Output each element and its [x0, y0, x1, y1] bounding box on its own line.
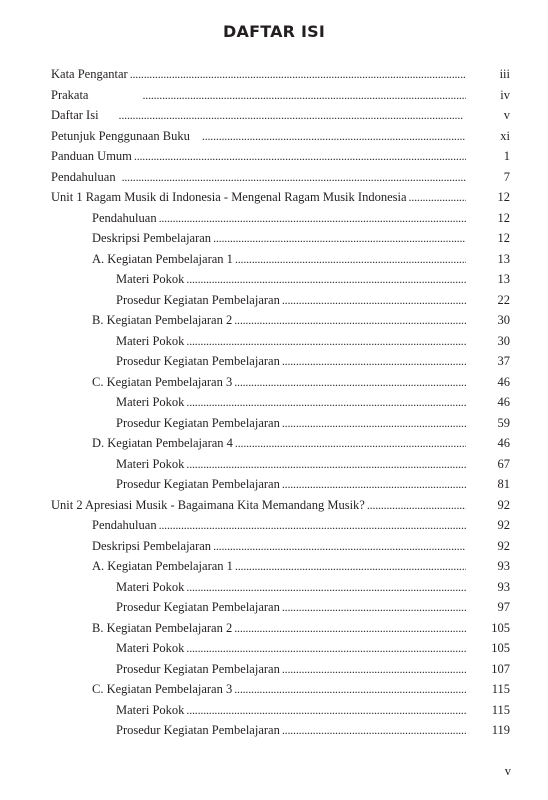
toc-entry-label: A. Kegiatan Pembelajaran 1 — [92, 251, 233, 266]
toc-entry-label: Materi Pokok — [116, 395, 185, 409]
dot-leader — [186, 392, 466, 412]
toc-entry-label: Deskripsi Pembelajaran — [92, 538, 212, 553]
dot-leader — [186, 331, 466, 351]
toc-entry-label: Pendahuluan — [92, 518, 157, 532]
toc-entry[interactable] — [92, 372, 470, 392]
toc-entry[interactable] — [116, 351, 470, 371]
toc-entry-label: Materi Pokok — [116, 333, 185, 348]
toc-entry-page: 97 — [497, 600, 510, 614]
toc-entry-label: Prosedur Kegiatan Pembelajaran — [116, 415, 280, 430]
toc-entry-page: 30 — [497, 333, 510, 348]
dot-leader — [367, 495, 466, 515]
dot-leader — [234, 679, 466, 699]
toc-entry-label: Petunjuk Penggunaan Buku — [51, 128, 190, 143]
toc-entry-page: 22 — [497, 292, 510, 307]
toc-entry[interactable] — [92, 515, 470, 535]
toc-entry-page: xi — [500, 128, 510, 143]
dot-leader — [282, 597, 466, 617]
toc-entry-label: C. Kegiatan Pembelajaran 3 — [92, 682, 233, 696]
page-number: v — [504, 764, 511, 778]
toc-entry-label: C. Kegiatan Pembelajaran 3 — [92, 374, 233, 389]
toc-entry-page: 105 — [491, 641, 510, 655]
toc-entry-page: 115 — [491, 682, 510, 696]
dot-leader — [186, 454, 466, 474]
dot-leader — [213, 228, 466, 248]
toc-entry-label: Prosedur Kegiatan Pembelajaran — [116, 661, 280, 676]
toc-entry[interactable] — [51, 167, 470, 187]
page-title: DAFTAR ISI — [223, 22, 325, 41]
toc-entry[interactable] — [116, 269, 470, 289]
toc-entry-page: iii — [499, 67, 510, 81]
toc-entry-page: 93 — [497, 579, 510, 594]
dot-leader — [282, 720, 466, 740]
toc-entry[interactable] — [92, 433, 470, 453]
toc-entry-label: Pendahuluan — [92, 210, 157, 225]
toc-entry-label: B. Kegiatan Pembelajaran 2 — [92, 620, 233, 635]
toc-entry-page: 81 — [497, 477, 510, 491]
toc-entry[interactable] — [51, 187, 470, 207]
toc-entry-page: 92 — [497, 538, 510, 553]
toc-entry-page: 13 — [497, 272, 510, 286]
toc-entry[interactable] — [116, 597, 470, 617]
dot-leader — [134, 146, 466, 166]
toc-entry[interactable] — [92, 249, 470, 269]
dot-leader — [186, 700, 466, 720]
toc-entry-label: Prosedur Kegiatan Pembelajaran — [116, 600, 280, 614]
toc-entry[interactable] — [116, 720, 470, 740]
toc-entry-page: 107 — [491, 661, 510, 676]
toc-entry[interactable] — [116, 638, 470, 658]
toc-entry-label: Prakata — [51, 87, 89, 102]
toc-entry-page: 46 — [497, 395, 510, 409]
toc-entry-page: 59 — [497, 415, 510, 430]
toc-entry[interactable] — [92, 310, 470, 330]
dot-leader — [202, 126, 466, 146]
toc-entry-page: 46 — [497, 436, 510, 450]
toc-entry[interactable] — [51, 105, 470, 125]
toc-entry[interactable] — [92, 618, 470, 638]
toc-entry-label: Daftar Isi — [51, 108, 99, 122]
toc-entry[interactable] — [51, 64, 470, 84]
dot-leader — [186, 577, 466, 597]
toc-entry-page: 67 — [497, 456, 510, 471]
toc-entry[interactable] — [92, 228, 470, 248]
toc-entry[interactable] — [116, 474, 470, 494]
toc-entry-page: 92 — [497, 497, 510, 512]
toc-entry-label: Prosedur Kegiatan Pembelajaran — [116, 354, 280, 368]
toc-entry[interactable] — [116, 331, 470, 351]
dot-leader — [122, 167, 466, 187]
dot-leader — [235, 556, 466, 576]
toc-entry-page: v — [503, 108, 510, 122]
dot-leader — [282, 474, 466, 494]
dot-leader — [142, 85, 466, 105]
toc-entry-page: 30 — [497, 313, 510, 327]
toc-entry[interactable] — [92, 208, 470, 228]
toc-entry-label: Materi Pokok — [116, 579, 185, 594]
dot-leader — [234, 372, 466, 392]
toc-entry[interactable] — [116, 454, 470, 474]
toc-entry-page: 92 — [497, 518, 510, 532]
dot-leader — [235, 433, 466, 453]
dot-leader — [159, 208, 466, 228]
dot-leader — [282, 290, 466, 310]
dot-leader — [409, 187, 467, 207]
toc-entry[interactable] — [51, 495, 470, 515]
toc-entry-page: iv — [500, 87, 510, 102]
toc-entry-page: 115 — [491, 702, 510, 717]
toc-entry-page: 13 — [497, 251, 510, 266]
dot-leader — [130, 64, 466, 84]
dot-leader — [282, 351, 466, 371]
toc-entry-page: 105 — [491, 620, 510, 635]
toc-entry[interactable] — [51, 126, 470, 146]
toc-entry[interactable] — [116, 700, 470, 720]
toc-entry-page: 7 — [503, 169, 510, 184]
toc-entry-page: 1 — [503, 149, 510, 163]
toc-entry-page: 37 — [497, 354, 510, 368]
toc-entry-label: Prosedur Kegiatan Pembelajaran — [116, 292, 280, 307]
toc-entry-label: Unit 1 Ragam Musik di Indonesia - Mengenal Ragam Musik Indonesia — [51, 190, 407, 204]
toc-entry-page: 46 — [497, 374, 510, 389]
dot-leader — [282, 413, 466, 433]
toc-entry-label: Prosedur Kegiatan Pembelajaran — [116, 723, 280, 737]
toc-entry-page: 119 — [491, 723, 510, 737]
dot-leader — [213, 536, 466, 556]
toc-entry[interactable] — [116, 392, 470, 412]
dot-leader — [282, 659, 466, 679]
toc-entry-label: Materi Pokok — [116, 272, 185, 286]
dot-leader — [119, 105, 466, 125]
toc-entry-label: Pendahuluan — [51, 169, 116, 184]
toc-entry-label: Unit 2 Apresiasi Musik - Bagaimana Kita Memandang Musik? — [51, 497, 365, 512]
toc-entry[interactable] — [116, 577, 470, 597]
toc-entry[interactable] — [92, 556, 470, 576]
toc-entry-label: B. Kegiatan Pembelajaran 2 — [92, 313, 233, 327]
toc-entry[interactable] — [51, 85, 470, 105]
toc-entry-label: Materi Pokok — [116, 456, 185, 471]
dot-leader — [234, 310, 466, 330]
toc-entry-label: A. Kegiatan Pembelajaran 1 — [92, 559, 233, 573]
toc-entry[interactable] — [92, 679, 470, 699]
toc-entry-label: Materi Pokok — [116, 641, 185, 655]
toc-entry-page: 12 — [497, 210, 510, 225]
dot-leader — [186, 638, 466, 658]
dot-leader — [159, 515, 466, 535]
toc-entry[interactable] — [116, 290, 470, 310]
toc-entry-page: 12 — [497, 231, 510, 245]
dot-leader — [234, 618, 466, 638]
toc-entry-label: Prosedur Kegiatan Pembelajaran — [116, 477, 280, 491]
toc-entry-label: Deskripsi Pembelajaran — [92, 231, 212, 245]
toc-entry-label: D. Kegiatan Pembelajaran 4 — [92, 436, 233, 450]
toc-entry-page: 93 — [497, 559, 510, 573]
toc-entry[interactable] — [116, 659, 470, 679]
dot-leader — [186, 269, 466, 289]
toc-entry-page: 12 — [497, 190, 510, 204]
toc-entry-label: Panduan Umum — [51, 149, 132, 163]
dot-leader — [235, 249, 466, 269]
toc-entry[interactable] — [92, 536, 470, 556]
toc-entry-label: Materi Pokok — [116, 702, 185, 717]
toc-entry-label: Kata Pengantar — [51, 67, 128, 81]
toc-entry[interactable] — [116, 413, 470, 433]
toc-entry[interactable] — [51, 146, 470, 166]
